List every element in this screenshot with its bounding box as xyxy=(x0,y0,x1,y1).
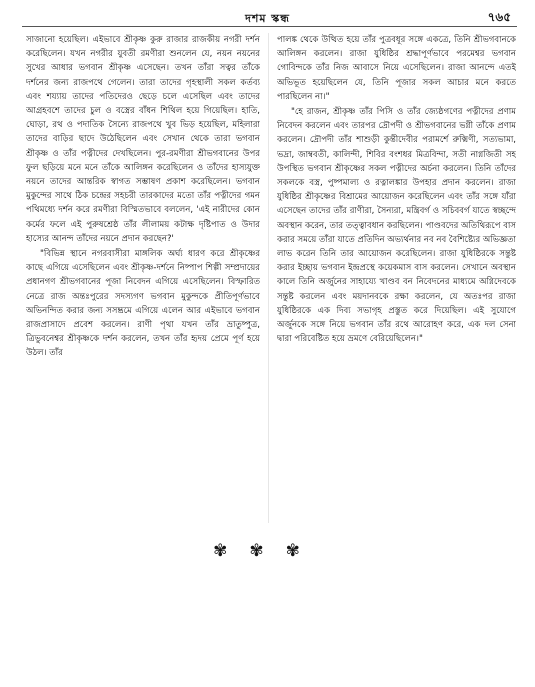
ornament-row xyxy=(0,541,535,561)
paragraph: সাজানো হয়েছিল। এইভাবে শ্রীকৃষ্ণ কুরু রাজার রাজকীয় নগরী দর্শন করেছিলেন। যখন নগরীর যুবতী রমণীরা শুনলেন যে, নয়ন নয়নের সুখের আধার ভগবান শ্রীকৃষ্ণ এসেছেন। তখন তাঁরা সত্বর তাঁকে দর্শনের জন্য রাজপথে গেলেন। তারা তাদের গৃহস্থালী সকল কর্তব্য এবং শয্যায় তাদের পতিদেরও ছেড়ে চলে এসেছিল এবং তাদের আগ্রহবশে তাদের চুল ও বস্ত্রের বাঁধন শিথিল হয়ে গিয়েছিল। হাতি, ঘোড়া, রথ ও পদাতিক সৈন্যে রাজপথে খুব ভিড় হয়েছিল, মহিলারা তাদের বাড়ির ছাদে উঠেছিলেন এবং সেখান থেকে তারা ভগবান শ্রীকৃষ্ণ ও তাঁর পত্নীদের দেখছিলেন। পুর-রমণীরা শ্রীভগবানের উপর ফুল ছড়িয়ে মনে মনে তাঁকে আলিঙ্গন করেছিলেন ও তাঁদের হাস্যযুক্ত নয়নে তাদের আন্তরিক স্বাগত সম্ভাষণ প্রকাশ করেছিলেন। ভগবান মুকুন্দের সাথে ঠিক চন্দ্রের সহচরী তারকাদের মতো তাঁর পত্নীদের গমন পথিমধ্যে দর্শন করে রমণীরা বিস্মিতভাবে বললেন, 'এই নারীদের কোন কর্মের ফলে এই পুরুষশ্রেষ্ঠ তাঁর লীলাময় কটাক্ষ দৃষ্টিপাত ও উদার হাস্যের আনন্দ তাঁদের নয়নে প্রদান করছেন?' xyxy=(26,35,260,244)
flower-ornament-icon: ✾ xyxy=(213,541,250,561)
paragraph: "বিভিন্ন স্থানে নগরবাসীরা মাঙ্গলিক অর্ঘ্য ধারণ করে শ্রীকৃষ্ণের কাছে এগিয়ে এসেছিলেন এবং শ্রীকৃষ্ণ-দর্শনে নিষ্পাপ শিল্পী সম্প্রদায়ের প্রধানগণ শ্রীভগবানের পূজা নিবেদন এগিয়ে এসেছিলেন। বিস্ফারিত নেত্রে রাজ অন্তঃপুরের সদস্যগণ ভগবান মুকুন্দকে প্রীতিপূর্ণভাবে অভিনন্দিত করার জন্য সসম্ভ্রমে এগিয়ে এলেন আর এইভাবে ভগবান রাজপ্রাসাদে প্রবেশ করলেন। রাণী পৃথা যখন তাঁর ভ্রাতুষ্পুত্র, ত্রিভুবনেশ্বর শ্রীকৃষ্ণকে দর্শন করলেন, তখন তাঁর হৃদয় প্রেমে পূর্ণ হয়ে উঠল। তাঁর xyxy=(26,249,260,359)
left-text-column xyxy=(26,33,260,529)
flower-ornament-icon: ✾ xyxy=(249,541,286,561)
header-rule xyxy=(22,26,517,27)
page-header-title: দশম স্কন্ধ xyxy=(245,12,290,25)
paragraph: "হে রাজন, শ্রীকৃষ্ণ তাঁর পিসি ও তাঁর জ্যেষ্ঠগণের পত্নীদের প্রণাম নিবেদন করলেন এবং তারপর দ্রৌপদী ও শ্রীভগবানের ভগ্নী তাঁকে প্রণাম করলেন। দ্রৌপদী তাঁর শাশুড়ী কুন্তীদেবীর পরামর্শে রুক্মিণী, সত্যভামা, ভদ্রা, জাম্ববতী, কালিন্দী, শিবির বংশধর মিত্রবিন্দা, সতী নাগ্নজিতী সহ উপস্থিত ভগবান শ্রীকৃষ্ণের সকল পত্নীদের অর্চনা করলেন। তিনি তাঁদের সকলকে বস্ত্র, পুষ্পমাল্য ও রত্নালঙ্কার উপহার প্রদান করলেন। রাজা যুধিষ্ঠির শ্রীকৃষ্ণের বিশ্রামের আয়োজন করেছিলেন এবং তাঁর সঙ্গে যাঁরা এসেছেন তাদের তাঁর রাণীরা, সৈন্যরা, মন্ত্রিবর্গ ও সচিববর্গ যাতে স্বচ্ছন্দে অবস্থান করেন, তার তত্ত্বাবধান করছিলেন। পাণ্ডবদের অতিথিরূপে বাস করার সময়ে তাঁরা যাতে প্রতিদিন অভ্যর্থনার নব নব বৈশিষ্ট্যের অভিজ্ঞতা লাভ করেন তিনি তার আয়োজন করেছিলেন। রাজা যুধিষ্ঠিরকে সন্তুষ্ট করার ইচ্ছায় ভগবান ইন্দ্রপ্রস্থে কয়েকমাস বাস করলেন। সেখানে অবস্থান কালে তিনি অর্জুনের সাহায্যে খাণ্ডব বন নিবেদনের মাধ্যমে অগ্নিদেবকে সন্তুষ্ট করলেন এবং ময়দানবকে রক্ষা করলেন, যে অতঃপর রাজা যুধিষ্ঠিরকে এক দিব্য সভাগৃহ প্রস্তুত করে দিয়েছিল। এই সুযোগে অর্জুনকে সঙ্গে নিয়ে ভগবান তাঁর রথে আরোহণ করে, এক দল সেনা দ্বারা পরিবেষ্টিত হয়ে ভ্রমণে বেরিয়েছিলেন।" xyxy=(277,107,516,345)
right-text-column xyxy=(277,33,516,529)
flower-ornament-icon: ✾ xyxy=(285,541,322,561)
paragraph: পালঙ্ক থেকে উত্থিত হয়ে তাঁর পুত্রবধূর সঙ্গে একত্রে, তিনি শ্রীভগবানকে আলিঙ্গন করলেন। রাজা যুধিষ্ঠির শ্রদ্ধাপূর্ণভাবে পরমেশ্বর ভগবান গোবিন্দকে তাঁর নিজ আবাসে নিয়ে এসেছিলেন। রাজা আনন্দে এতই অভিভূত হয়েছিলেন যে, তিনি পূজার সকল আচার মনে করতে পারছিলেন না।" xyxy=(277,35,516,102)
column-divider xyxy=(268,33,269,523)
page-number: ৭৬৫ xyxy=(487,10,511,24)
